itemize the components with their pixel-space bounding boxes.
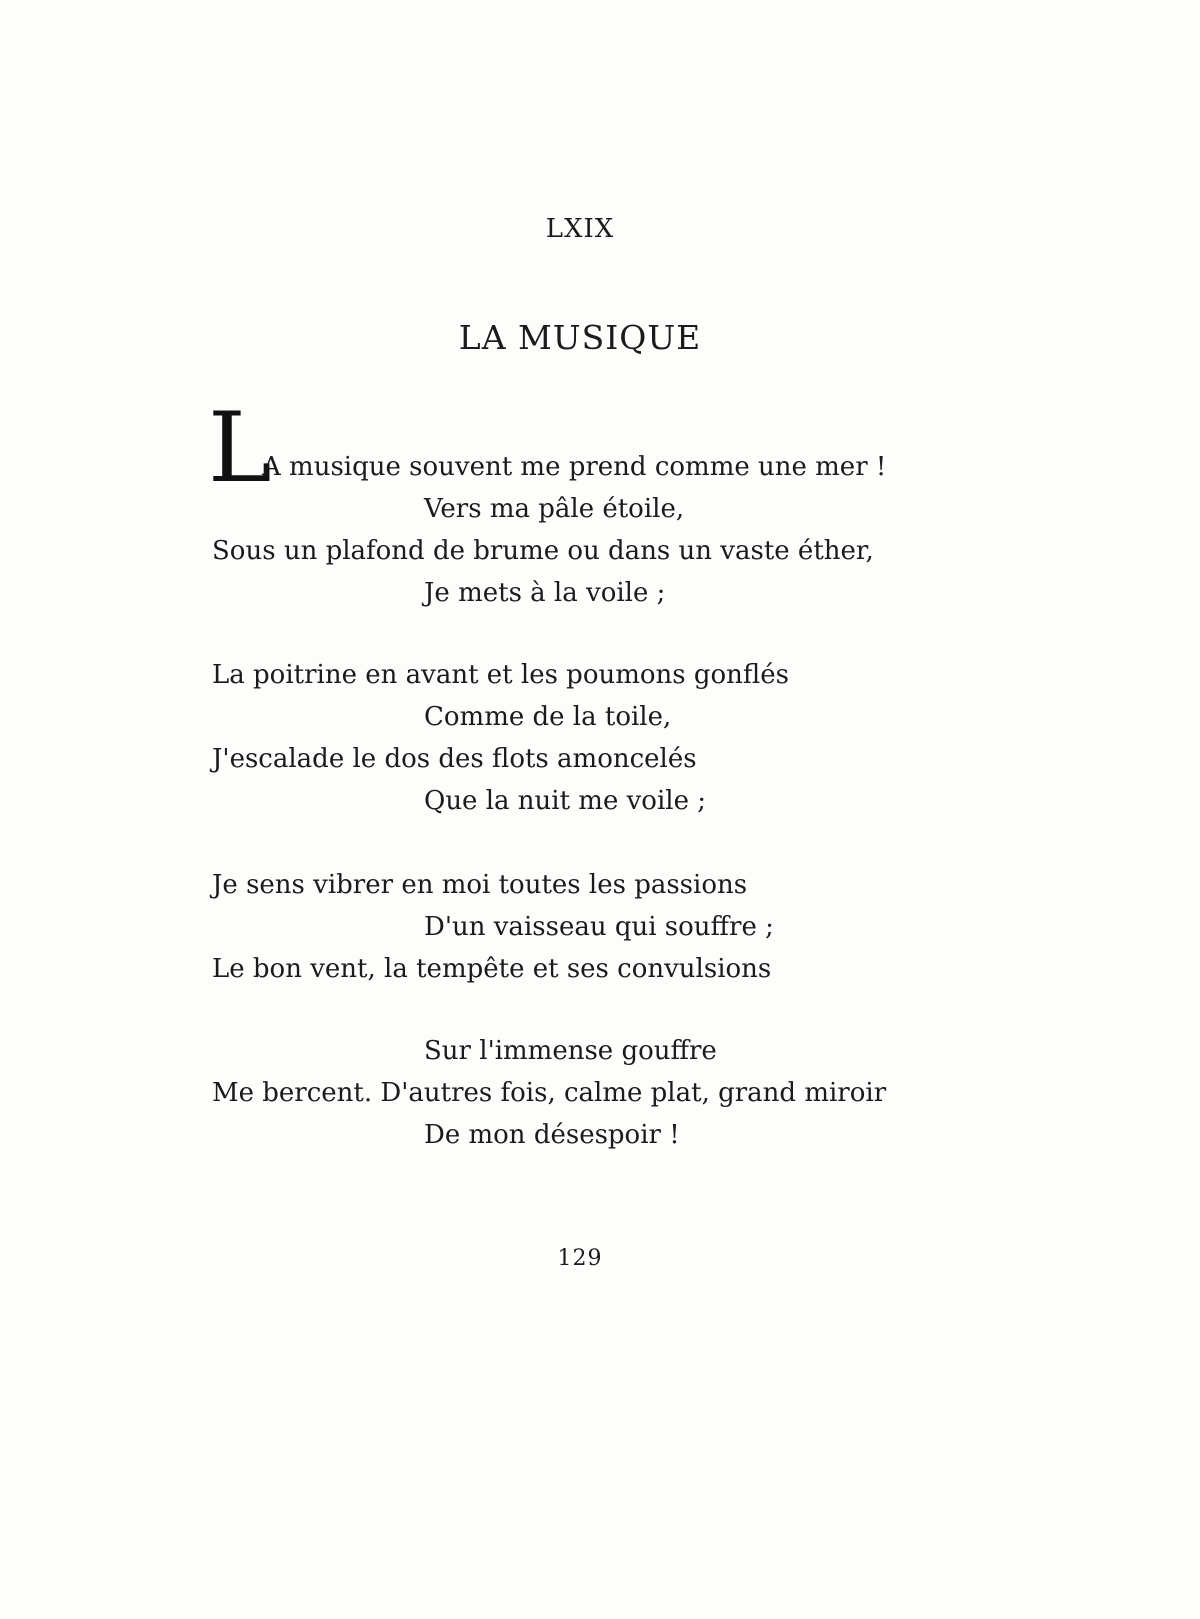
verse-line: Comme de la toile, <box>424 702 672 732</box>
verse-line: Le bon vent, la tempête et ses convulsions <box>212 954 772 984</box>
stanza-2 <box>212 654 932 822</box>
stanza-4 <box>212 1030 932 1156</box>
verse-line: J'escalade le dos des flots amoncelés <box>212 744 697 774</box>
verse-line: Je mets à la voile ; <box>424 578 666 608</box>
stanza-3 <box>212 864 932 990</box>
page-number: 129 <box>557 1246 603 1271</box>
verse-line: D'un vaisseau qui souffre ; <box>424 912 774 942</box>
stanza-1 <box>212 446 932 614</box>
poem-numeral: LXIX <box>545 214 615 244</box>
verse-line: Vers ma pâle étoile, <box>424 494 685 524</box>
verse-line: Me bercent. D'autres fois, calme plat, grand miroir <box>212 1078 887 1108</box>
verse-line: Sur l'immense gouffre <box>424 1036 717 1066</box>
poem-title: LA MUSIQUE <box>458 318 702 357</box>
drop-cap: L <box>208 392 272 504</box>
verse-line: A musique souvent me prend comme une mer ! <box>262 452 887 482</box>
verse-line: Que la nuit me voile ; <box>424 786 707 816</box>
verse-line: Sous un plafond de brume ou dans un vaste éther, <box>212 536 874 566</box>
verse-line: Je sens vibrer en moi toutes les passions <box>212 870 748 900</box>
verse-line: La poitrine en avant et les poumons gonflés <box>212 660 790 690</box>
verse-line: De mon désespoir ! <box>424 1120 680 1150</box>
